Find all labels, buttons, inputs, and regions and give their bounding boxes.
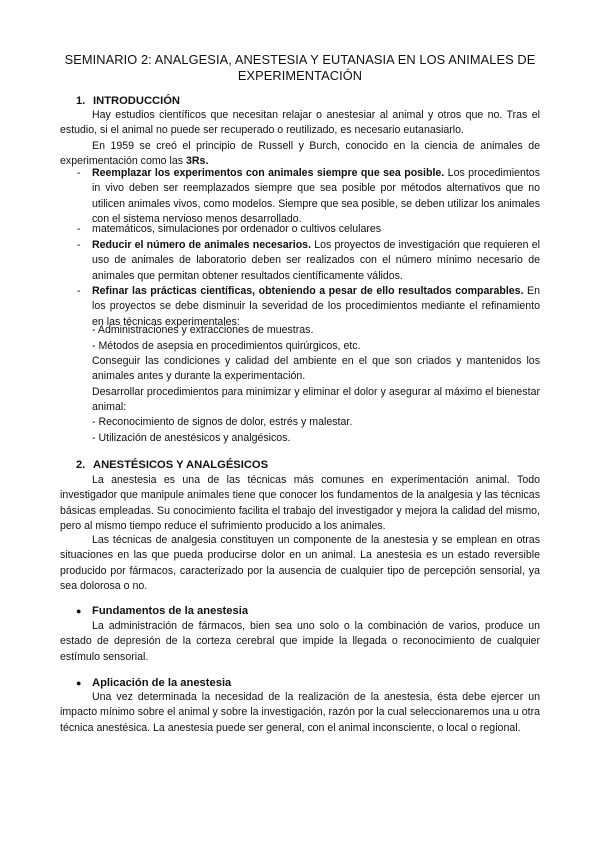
subsection-fundamentos-heading: Fundamentos de la anestesia	[92, 605, 249, 617]
sub-item: - Administraciones y extracciones de muestras.	[92, 324, 314, 336]
section-2-paragraph-1: La anestesia es una de las técnicas más comunes en experimentación animal. Todo investigador que manipule animales tiene que conocer los fundamentos de la analgesia y las técnicas básicas empleadas. Su conocimiento facilita el trabajo del investigador y mejora la calidad del mismo, pero al mismo tiempo reduce el sufrimiento producido a los animales.	[60, 474, 540, 532]
intro-paragraph-1: Hay estudios científicos que necesitan relajar o anestesiar al animal y otros que no. Tras el estudio, si el animal no puede ser recuperado o reutilizado, es necesario eutanasiarlo.	[60, 109, 540, 137]
list-dash: -	[77, 239, 81, 251]
section-2-heading: ANESTÉSICOS Y ANALGÉSICOS	[93, 459, 269, 471]
list-item-reemplazar: Reemplazar los experimentos con animales siempre que sea posible. Los procedimientos in vivo deben ser reemplazados siempre que sea posible por métodos alternativos que no utilicen animales vivos, como modelos. Siempre que sea posible, se deben utilizar los animales con el sistema nervioso menos desarrollado.	[92, 167, 540, 225]
list-item-refinar: Refinar las prácticas científicas, obteniendo a pesar de ello resultados comparables. En los proyectos se debe disminuir la severidad de los procedimientos mediante el refinamiento en las técnicas experimentales:	[92, 285, 541, 328]
section-1-heading: INTRODUCCIÓN	[93, 95, 181, 107]
list-item-metodos: matemáticos, simulaciones por ordenador o cultivos celulares	[92, 223, 382, 235]
refinar-paragraph-ambiente: Conseguir las condiciones y calidad del ambiente en el que son criados y mantenidos los animales antes y durante la experimentación.	[92, 355, 540, 383]
subsection-fundamentos-text: La administración de fármacos, bien sea uno solo o la combinación de varios, produce un estado de depresión de la corteza cerebral que impide la llegada o reconocimiento de cualquier estímulo sensorial.	[60, 620, 540, 663]
section-1-number: 1.	[76, 95, 86, 107]
refinar-paragraph-dolor: Desarrollar procedimientos para minimizar y eliminar el dolor y asegurar al máximo el bienestar animal:	[92, 386, 540, 414]
list-dash: -	[77, 167, 81, 179]
section-2-number: 2.	[76, 459, 86, 471]
list-dash: -	[77, 223, 81, 235]
subsection-aplicacion-heading: Aplicación de la anestesia	[92, 677, 232, 689]
subsection-aplicacion-text: Una vez determinada la necesidad de la realización de la anestesia, ésta debe ejercer un impacto mínimo sobre el animal y sobre la investigación, razón por la cual seleccionaremos una u otra técnica anestésica. La anestesia puede ser general, con el animal inconsciente, o local o regional.	[60, 691, 540, 734]
sub-item: - Utilización de anestésicos y analgésicos.	[92, 432, 291, 444]
list-dash: -	[77, 285, 81, 297]
sub-item: - Reconocimiento de signos de dolor, estrés y malestar.	[92, 416, 353, 428]
sub-item: - Métodos de asepsia en procedimientos quirúrgicos, etc.	[92, 340, 361, 352]
intro-paragraph-2: En 1959 se creó el principio de Russell y Burch, conocido en la ciencia de animales de experimentación como las 3Rs.	[60, 140, 540, 168]
bullet-icon: ●	[76, 678, 82, 688]
section-2-paragraph-2: Las técnicas de analgesia constituyen un componente de la anestesia y se emplean en otras situaciones en las que pueda producirse dolor en un animal. La anestesia es un estado reversible producido por fármacos, caracterizado por la ausencia de cualquier tipo de percepción sensorial, ya sea dolorosa o no.	[60, 534, 540, 592]
list-item-reducir: Reducir el número de animales necesarios. Los proyectos de investigación que requieren el uso de animales de laboratorio deben ser realizados con el número mínimo necesario de animales que permitan obtener resultados científicamente válidos.	[92, 239, 540, 282]
document-title: SEMINARIO 2: ANALGESIA, ANESTESIA Y EUTANASIA EN LOS ANIMALES DE EXPERIMENTACIÓN	[64, 52, 536, 83]
bullet-icon: ●	[76, 606, 82, 616]
